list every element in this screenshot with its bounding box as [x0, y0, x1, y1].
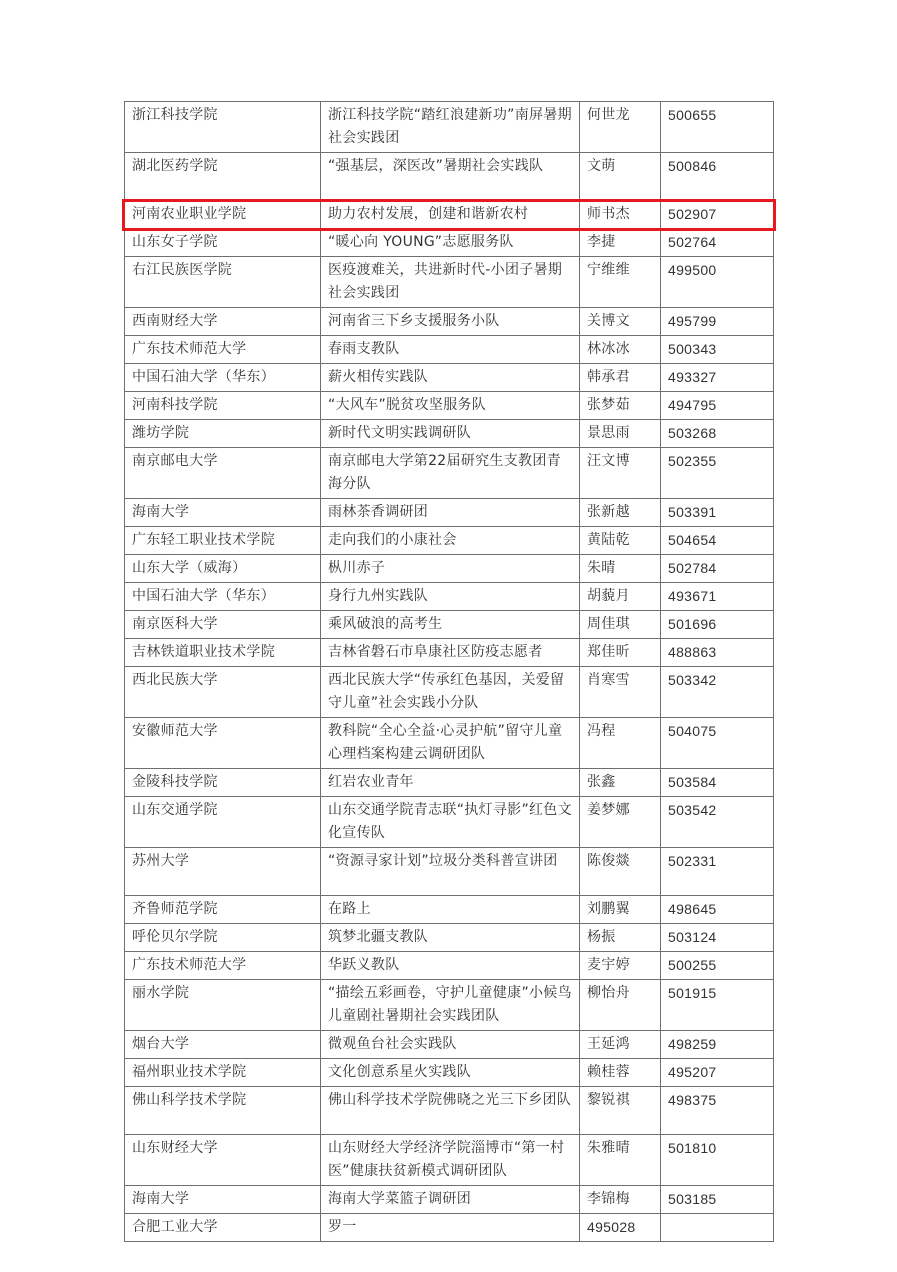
school-cell: 西南财经大学 [125, 308, 321, 336]
leader-cell: 麦宇婷 [580, 952, 661, 980]
school-cell: 河南科技学院 [125, 392, 321, 420]
school-cell: 右江民族医学院 [125, 257, 321, 308]
code-cell: 503185 [661, 1186, 774, 1214]
leader-cell: 周佳琪 [580, 611, 661, 639]
code-cell: 501810 [661, 1135, 774, 1186]
team-name-cell: 薪火相传实践队 [321, 364, 580, 392]
code-cell: 500655 [661, 102, 774, 153]
code-cell: 498645 [661, 896, 774, 924]
leader-cell: 赖桂蓉 [580, 1059, 661, 1087]
table-row [125, 448, 774, 499]
team-name-cell: “强基层，深医改”暑期社会实践队 [321, 153, 580, 201]
table-row [125, 769, 774, 797]
school-cell: 南京邮电大学 [125, 448, 321, 499]
leader-cell: 朱晴 [580, 555, 661, 583]
code-cell: 502355 [661, 448, 774, 499]
leader-cell: 文萌 [580, 153, 661, 201]
school-cell: 河南农业职业学院 [125, 201, 321, 229]
team-name-cell: 红岩农业青年 [321, 769, 580, 797]
table-row [125, 583, 774, 611]
school-cell: 吉林铁道职业技术学院 [125, 639, 321, 667]
school-cell: 潍坊学院 [125, 420, 321, 448]
code-cell: 503584 [661, 769, 774, 797]
code-cell: 504654 [661, 527, 774, 555]
team-name-cell: “暖心向 YOUNG”志愿服务队 [321, 229, 580, 257]
school-cell: 中国石油大学（华东） [125, 583, 321, 611]
code-cell: 502331 [661, 848, 774, 896]
leader-cell: 何世龙 [580, 102, 661, 153]
leader-cell: 李捷 [580, 229, 661, 257]
school-cell: 山东交通学院 [125, 797, 321, 848]
team-name-cell: 山东交通学院青志联“执灯寻影”红色文化宣传队 [321, 797, 580, 848]
leader-cell: 景思雨 [580, 420, 661, 448]
leader-cell: 柳怡舟 [580, 980, 661, 1031]
school-cell: 安徽师范大学 [125, 718, 321, 769]
leader-cell: 张新越 [580, 499, 661, 527]
team-name-cell: 河南省三下乡支援服务小队 [321, 308, 580, 336]
table-row [125, 102, 774, 153]
team-name-cell: 筑梦北疆支教队 [321, 924, 580, 952]
table-row [125, 952, 774, 980]
code-cell: 503124 [661, 924, 774, 952]
team-name-cell: 海南大学菜篮子调研团 [321, 1186, 580, 1214]
code-cell: 493327 [661, 364, 774, 392]
leader-cell: 朱雅晴 [580, 1135, 661, 1186]
leader-cell: 王延鸿 [580, 1031, 661, 1059]
school-cell: 海南大学 [125, 499, 321, 527]
school-cell: 山东财经大学 [125, 1135, 321, 1186]
team-name-cell: 罗一 [321, 1214, 580, 1242]
leader-cell: 李锦梅 [580, 1186, 661, 1214]
school-cell: 广东技术师范大学 [125, 952, 321, 980]
school-cell: 湖北医药学院 [125, 153, 321, 201]
team-name-cell: 教科院“全心全益·心灵护航”留守儿童心理档案构建云调研团队 [321, 718, 580, 769]
leader-cell: 黎锐祺 [580, 1087, 661, 1135]
table-row [125, 848, 774, 896]
code-cell: 493671 [661, 583, 774, 611]
table-body [125, 102, 774, 1242]
table-row [125, 797, 774, 848]
table-row [125, 364, 774, 392]
team-name-cell: 助力农村发展，创建和谐新农村 [321, 201, 580, 229]
table-row [125, 896, 774, 924]
leader-cell: 冯程 [580, 718, 661, 769]
table-row [125, 229, 774, 257]
leader-cell: 黄陆乾 [580, 527, 661, 555]
leader-cell: 张鑫 [580, 769, 661, 797]
team-name-cell: “大风车”脱贫攻坚服务队 [321, 392, 580, 420]
table-row [125, 718, 774, 769]
table-row [125, 308, 774, 336]
table-row [125, 980, 774, 1031]
team-name-cell: 医疫渡难关，共进新时代-小团子暑期社会实践团 [321, 257, 580, 308]
school-cell: 广东技术师范大学 [125, 336, 321, 364]
leader-cell: 韩承君 [580, 364, 661, 392]
table-row [125, 639, 774, 667]
table-row [125, 924, 774, 952]
team-name-cell: 文化创意系星火实践队 [321, 1059, 580, 1087]
leader-cell: 胡藐月 [580, 583, 661, 611]
school-cell: 山东女子学院 [125, 229, 321, 257]
school-cell: 广东轻工职业技术学院 [125, 527, 321, 555]
code-cell: 500846 [661, 153, 774, 201]
table-row [125, 1087, 774, 1135]
school-cell: 浙江科技学院 [125, 102, 321, 153]
leader-cell: 陈俊燚 [580, 848, 661, 896]
school-cell: 中国石油大学（华东） [125, 364, 321, 392]
team-name-cell: 新时代文明实践调研队 [321, 420, 580, 448]
table-row [125, 1214, 774, 1242]
table-row [125, 336, 774, 364]
code-cell: 503342 [661, 667, 774, 718]
team-name-cell: 南京邮电大学第22届研究生支教团青海分队 [321, 448, 580, 499]
team-name-cell: 春雨支教队 [321, 336, 580, 364]
school-cell: 金陵科技学院 [125, 769, 321, 797]
code-cell: 502907 [661, 201, 774, 229]
leader-cell: 郑佳昕 [580, 639, 661, 667]
leader-cell: 肖寒雪 [580, 667, 661, 718]
leader-cell: 495028 [580, 1214, 661, 1242]
table-row [125, 555, 774, 583]
table-row [125, 667, 774, 718]
table-row [125, 1135, 774, 1186]
table-row [125, 1031, 774, 1059]
school-cell: 合肥工业大学 [125, 1214, 321, 1242]
table-row [125, 153, 774, 201]
table-row [125, 499, 774, 527]
code-cell: 499500 [661, 257, 774, 308]
code-cell: 495799 [661, 308, 774, 336]
table-row [125, 1059, 774, 1087]
table-row [125, 420, 774, 448]
school-cell: 佛山科学技术学院 [125, 1087, 321, 1135]
code-cell [661, 1214, 774, 1242]
leader-cell: 张梦茹 [580, 392, 661, 420]
school-cell: 福州职业技术学院 [125, 1059, 321, 1087]
leader-cell: 刘鹏翼 [580, 896, 661, 924]
code-cell: 503268 [661, 420, 774, 448]
code-cell: 503542 [661, 797, 774, 848]
school-cell: 海南大学 [125, 1186, 321, 1214]
table-row [125, 392, 774, 420]
school-cell: 烟台大学 [125, 1031, 321, 1059]
school-cell: 齐鲁师范学院 [125, 896, 321, 924]
leader-cell: 关博文 [580, 308, 661, 336]
school-cell: 山东大学（威海） [125, 555, 321, 583]
team-name-cell: 吉林省磐石市阜康社区防疫志愿者 [321, 639, 580, 667]
code-cell: 488863 [661, 639, 774, 667]
code-cell: 500255 [661, 952, 774, 980]
leader-cell: 师书杰 [580, 201, 661, 229]
code-cell: 502764 [661, 229, 774, 257]
code-cell: 504075 [661, 718, 774, 769]
team-name-cell: 佛山科学技术学院佛晓之光三下乡团队 [321, 1087, 580, 1135]
team-name-cell: 西北民族大学“传承红色基因，关爱留守儿童”社会实践小分队 [321, 667, 580, 718]
code-cell: 500343 [661, 336, 774, 364]
team-list-table [124, 101, 774, 1242]
leader-cell: 汪文博 [580, 448, 661, 499]
team-name-cell: 浙江科技学院“踏红浪建新功”南屏暑期社会实践团 [321, 102, 580, 153]
team-name-cell: 枞川赤子 [321, 555, 580, 583]
leader-cell: 姜梦娜 [580, 797, 661, 848]
code-cell: 498375 [661, 1087, 774, 1135]
school-cell: 南京医科大学 [125, 611, 321, 639]
team-name-cell: 山东财经大学经济学院淄博市“第一村医”健康扶贫新模式调研团队 [321, 1135, 580, 1186]
code-cell: 502784 [661, 555, 774, 583]
table-row [125, 527, 774, 555]
code-cell: 494795 [661, 392, 774, 420]
team-name-cell: 雨林茶香调研团 [321, 499, 580, 527]
team-name-cell: 微观鱼台社会实践队 [321, 1031, 580, 1059]
leader-cell: 杨振 [580, 924, 661, 952]
table-row [125, 257, 774, 308]
team-name-cell: 乘风破浪的高考生 [321, 611, 580, 639]
team-name-cell: 身行九州实践队 [321, 583, 580, 611]
school-cell: 苏州大学 [125, 848, 321, 896]
team-name-cell: 华跃义教队 [321, 952, 580, 980]
code-cell: 495207 [661, 1059, 774, 1087]
team-name-cell: 走向我们的小康社会 [321, 527, 580, 555]
school-cell: 呼伦贝尔学院 [125, 924, 321, 952]
team-name-cell: “描绘五彩画卷，守护儿童健康”小候鸟儿童剧社暑期社会实践团队 [321, 980, 580, 1031]
team-name-cell: “资源寻家计划”垃圾分类科普宣讲团 [321, 848, 580, 896]
school-cell: 丽水学院 [125, 980, 321, 1031]
team-name-cell: 在路上 [321, 896, 580, 924]
table-row [125, 611, 774, 639]
table-row [125, 1186, 774, 1214]
table-row [125, 201, 774, 229]
leader-cell: 林冰冰 [580, 336, 661, 364]
leader-cell: 宁维维 [580, 257, 661, 308]
code-cell: 501915 [661, 980, 774, 1031]
code-cell: 501696 [661, 611, 774, 639]
code-cell: 498259 [661, 1031, 774, 1059]
school-cell: 西北民族大学 [125, 667, 321, 718]
code-cell: 503391 [661, 499, 774, 527]
